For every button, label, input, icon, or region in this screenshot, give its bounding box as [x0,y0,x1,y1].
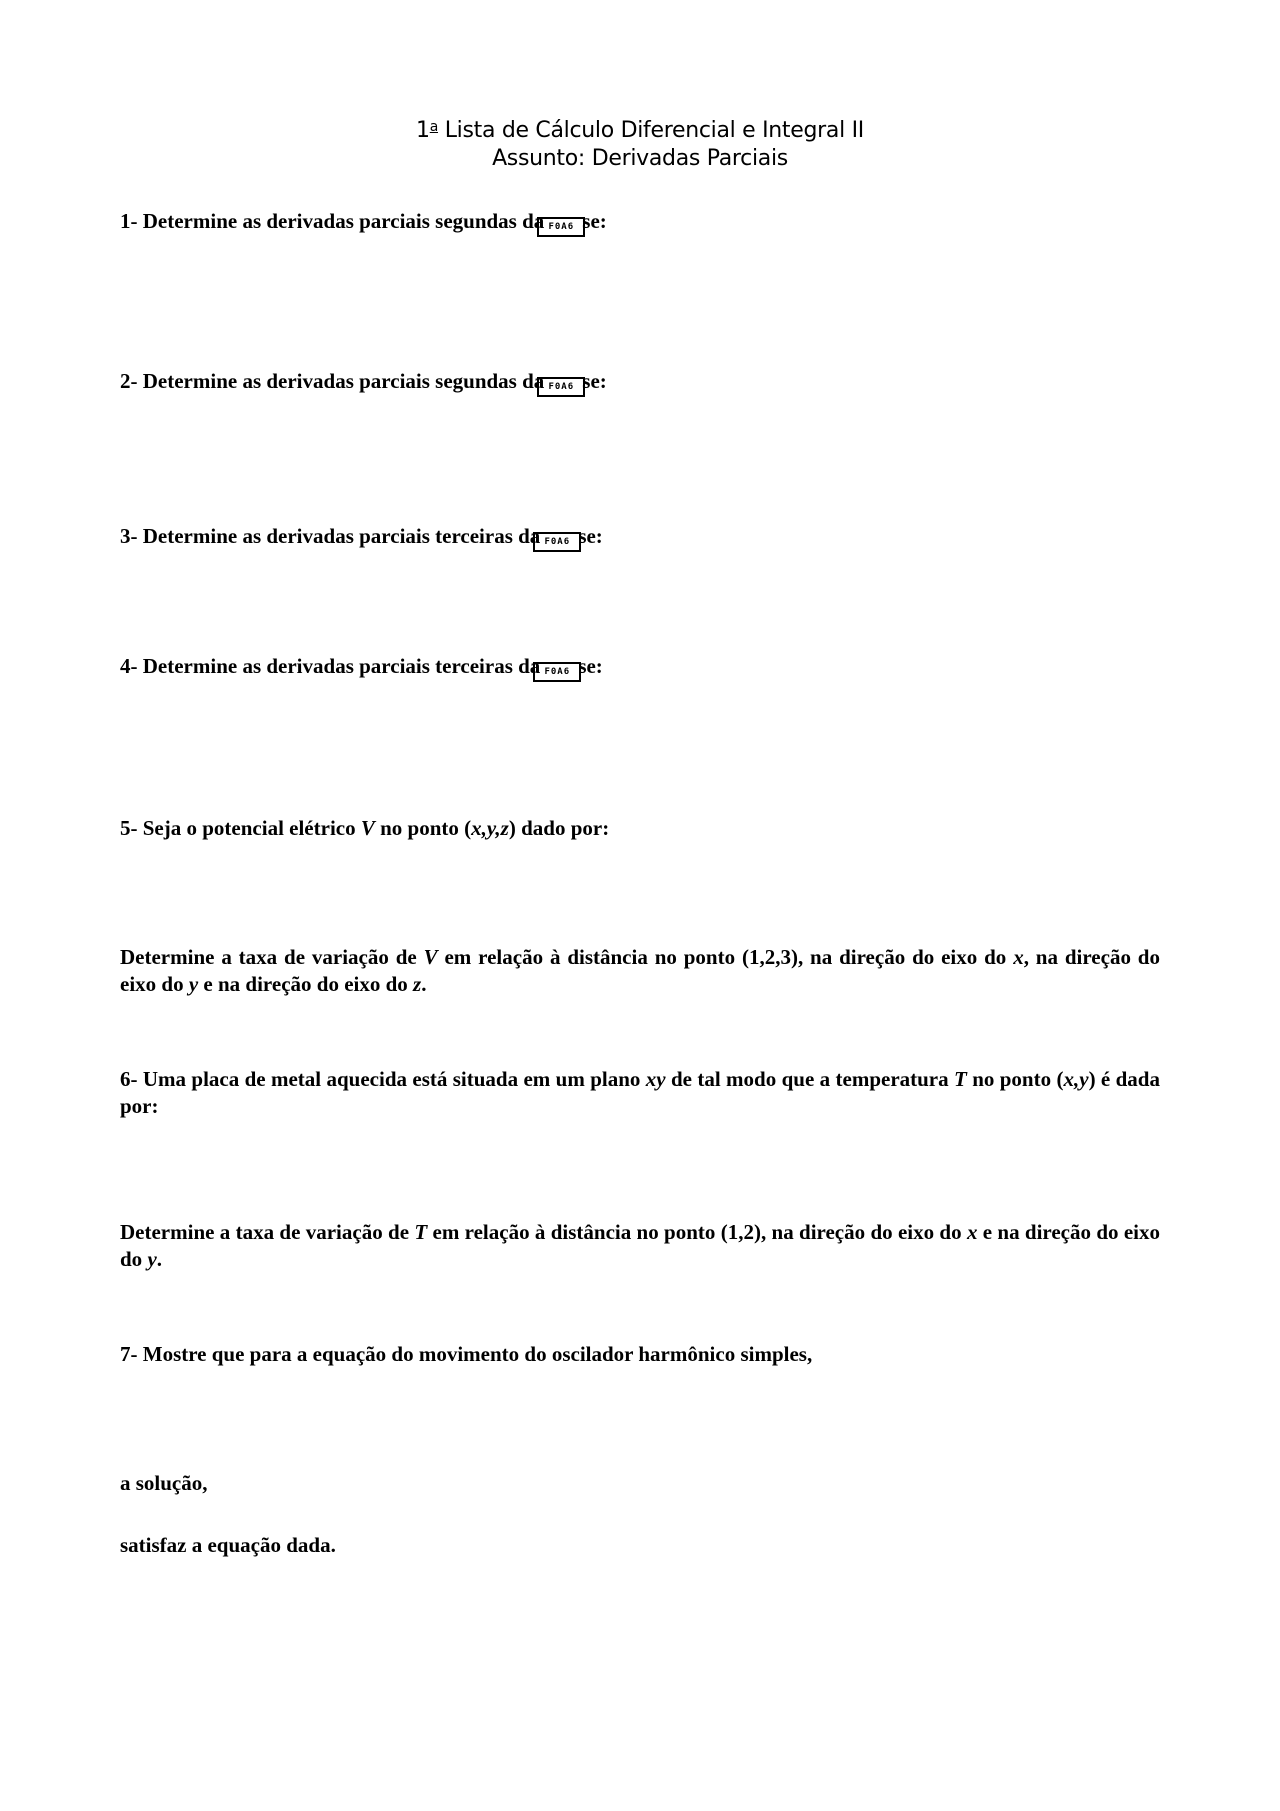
variable-y: y [188,972,199,996]
question-1 [120,208,1160,237]
question-7-conclusion: satisfaz a equação dada. [120,1533,336,1557]
question-5 [120,815,1160,842]
variable-xy: xy [645,1067,666,1091]
question-6-rate-part: . [156,1247,163,1271]
question-5-rate-part: , na direção do eixo do [120,945,1160,996]
question-4-text: 4- Determine as derivadas parciais terceiras da [120,654,541,678]
question-5-part: no ponto ( [374,816,472,840]
question-4 [120,653,1160,682]
page-title [0,118,1280,143]
question-3 [120,523,1160,552]
missing-equation-icon [537,377,585,397]
variable-v: V [360,816,375,840]
question-6-rate-part: em relação à distância no ponto (1,2), na direção do eixo do [427,1220,967,1244]
question-2-tail: se: [582,369,607,393]
question-7: 7- Mostre que para a equação do movimento do oscilador harmônico simples, [120,1342,813,1366]
variable-x: x [1013,945,1024,969]
question-4-tail: se: [578,654,603,678]
question-6-part: no ponto ( [966,1067,1064,1091]
question-7-solution: a solução, [120,1471,208,1495]
question-5-part: 5- Seja o potencial elétrico [120,816,361,840]
question-5-rate-part: e na direção do eixo do [198,972,414,996]
question-5-rate [120,944,1160,998]
title-ordinal: a [429,119,439,135]
question-6-rate [120,1219,1160,1273]
page-subtitle: Assunto: Derivadas Parciais [492,146,788,171]
question-6-part: ) é dada por: [120,1067,1160,1118]
variable-t: T [414,1220,428,1244]
question-3-tail: se: [578,524,603,548]
title-rest: Lista de Cálculo Diferencial e Integral II [438,118,864,143]
missing-equation-icon [533,532,581,552]
missing-equation-icon [533,662,581,682]
question-5-rate-part: . [421,972,427,996]
question-3-text: 3- Determine as derivadas parciais terceiras da [120,524,541,548]
variable-z: z [413,972,422,996]
variable-v: V [423,945,438,969]
title-number: 1 [416,118,430,143]
question-6-part: de tal modo que a temperatura [665,1067,954,1091]
variable-coords: x,y,z [471,816,509,840]
question-5-part: ) dado por: [508,816,610,840]
variable-x: x [966,1220,978,1244]
question-5-rate-part: em relação à distância no ponto (1,2,3), na direção do eixo do [437,945,1014,969]
variable-y: y [147,1247,157,1271]
question-6-part: 6- Uma placa de metal aquecida está situada em um plano [120,1067,646,1091]
variable-t: T [954,1067,967,1091]
question-2-text: 2- Determine as derivadas parciais segundas da [120,369,545,393]
question-6-rate-part: Determine a taxa de variação de [120,1220,415,1244]
question-6 [120,1066,1160,1120]
question-6-rate-part: e na direção do eixo do [120,1220,1160,1271]
question-2 [120,368,1160,397]
variable-coords: x,y [1063,1067,1089,1091]
question-1-text: 1- Determine as derivadas parciais segundas da [120,209,545,233]
missing-equation-icon [537,217,585,237]
question-1-tail: se: [582,209,607,233]
question-5-rate-part: Determine a taxa de variação de [120,945,424,969]
